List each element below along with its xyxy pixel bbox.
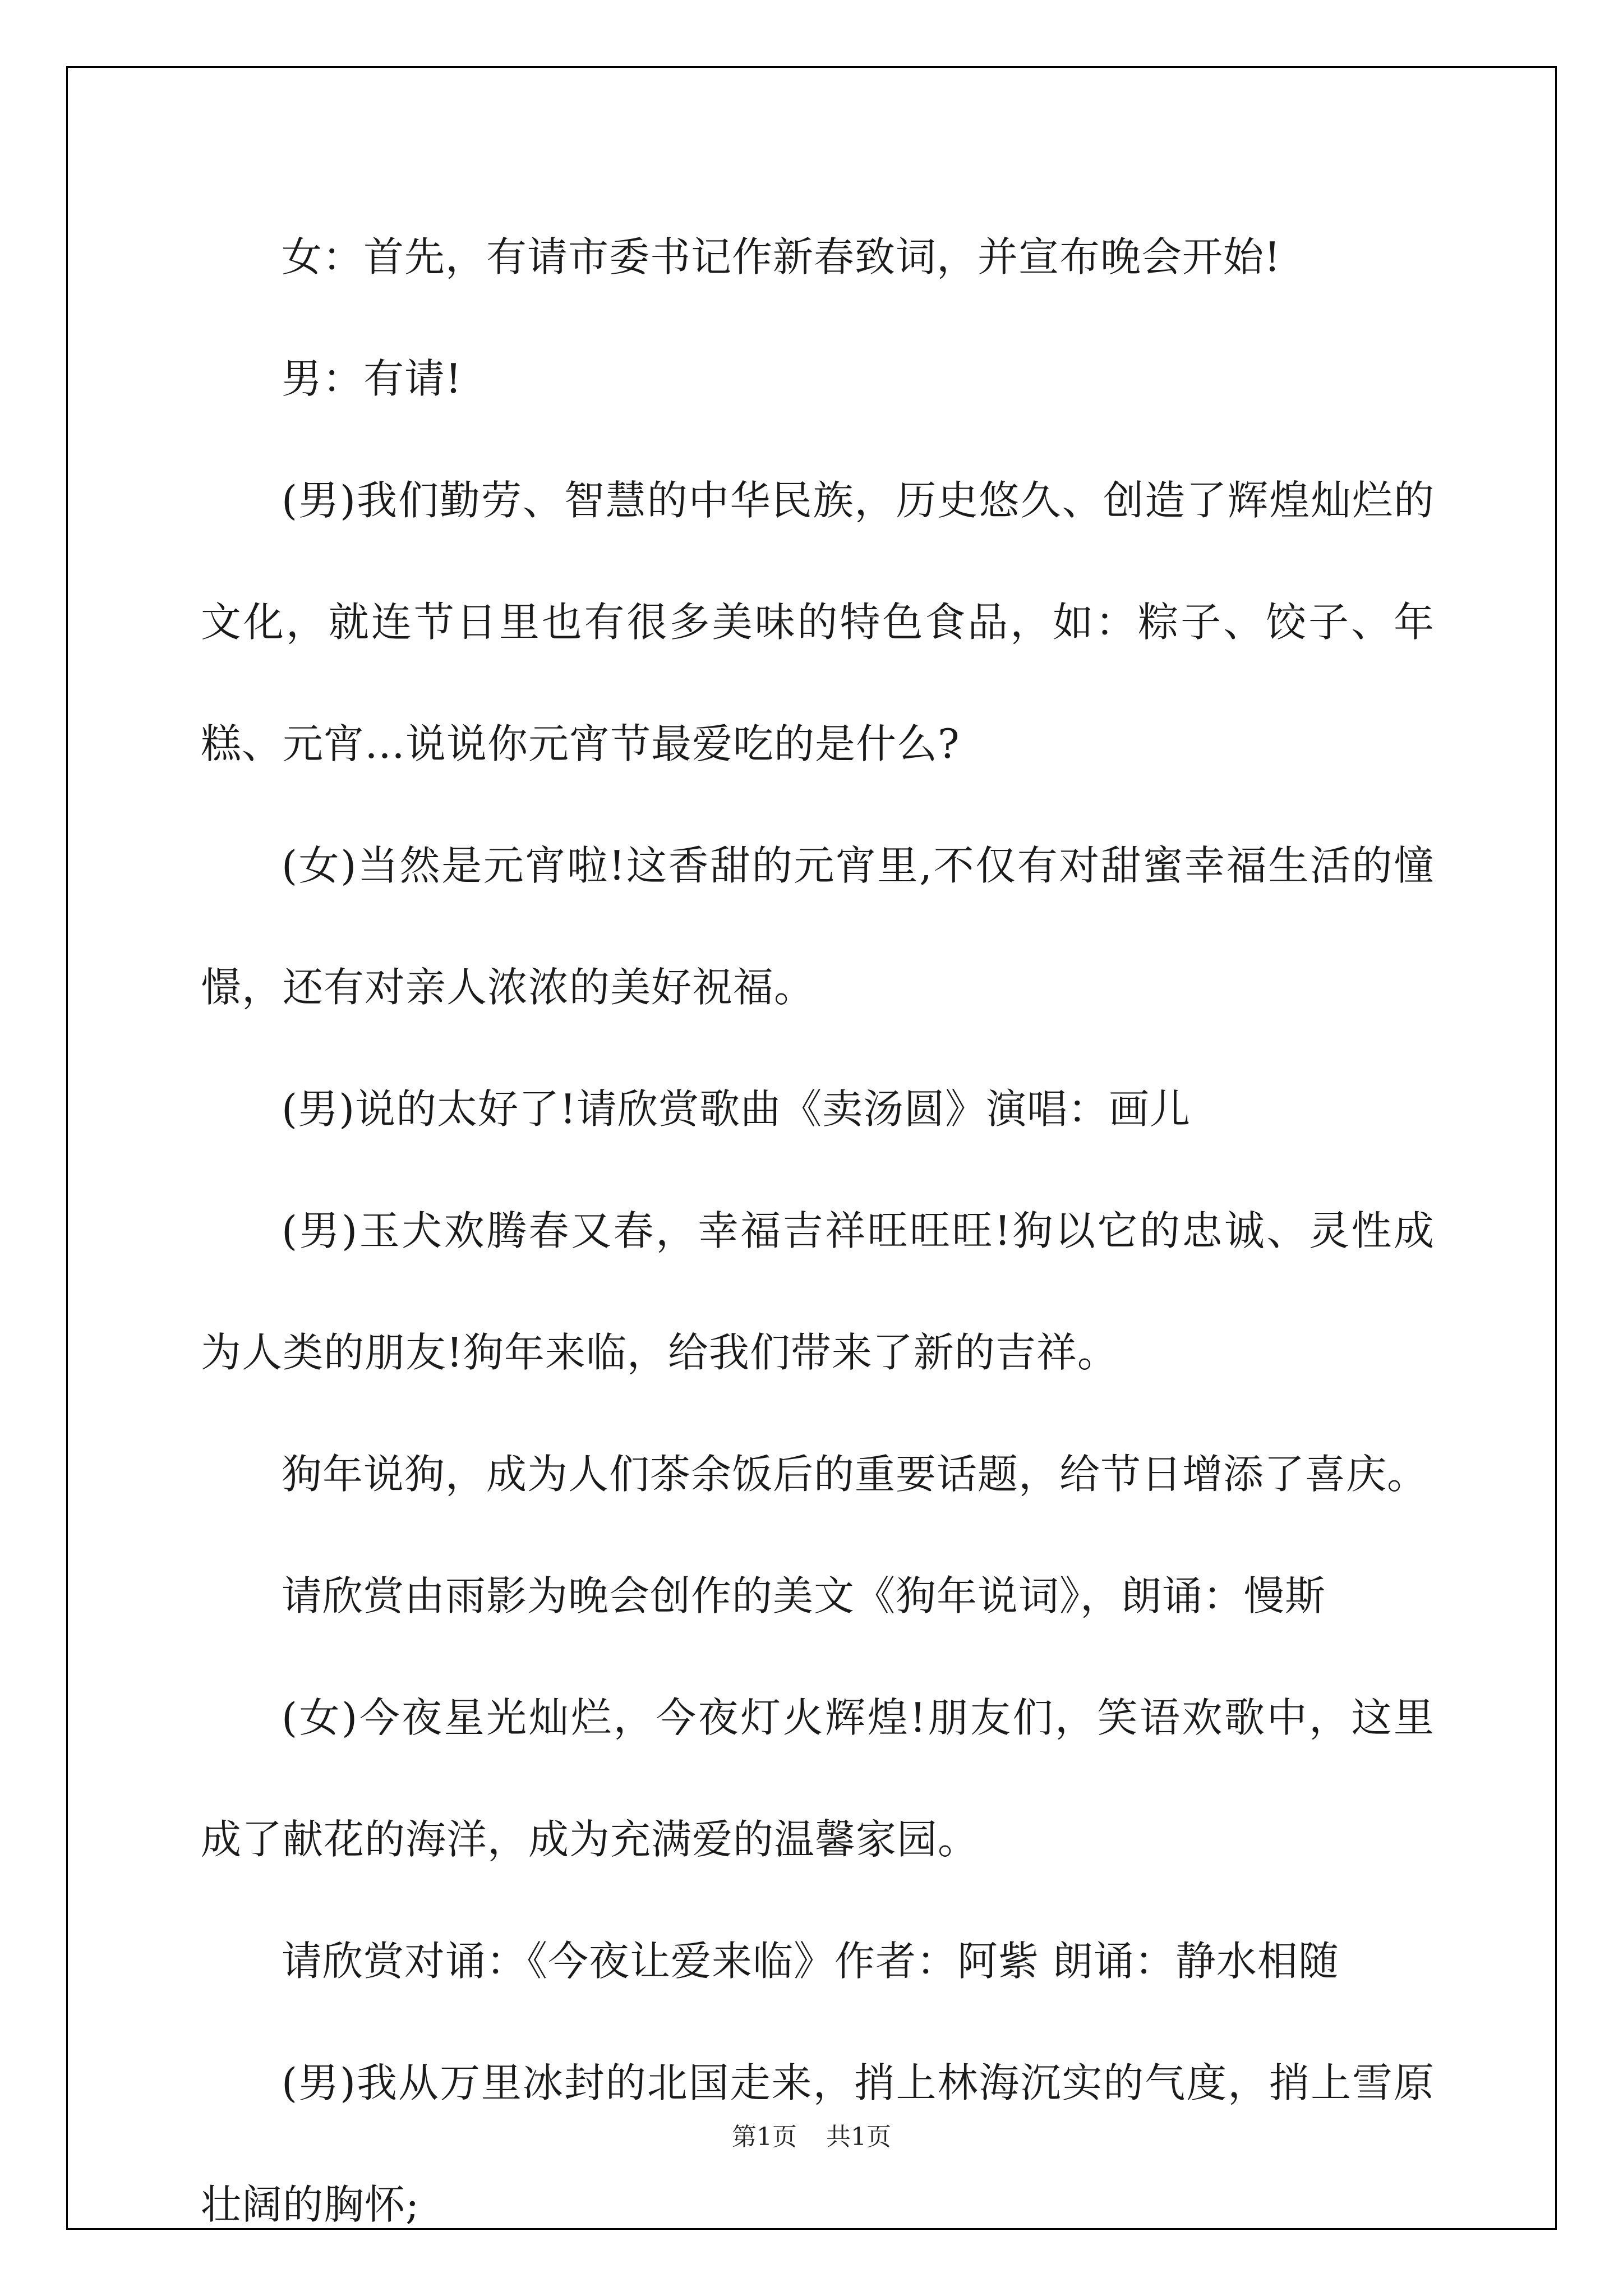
paragraph-7: 狗年说狗，成为人们茶余饭后的重要话题，给节日增添了喜庆。	[282, 1451, 1428, 1498]
page-number-current: 第1页	[732, 2123, 797, 2151]
paragraph-8: 请欣赏由雨影为晚会创作的美文《狗年说词》，朗诵：慢斯	[282, 1572, 1326, 1619]
document-body	[201, 196, 1435, 2266]
paragraph-6: (男)玉犬欢腾春又春，幸福吉祥旺旺旺!狗以它的忠诚、灵性成为人类的朋友!狗年来临，给我们带来了新的吉祥。	[201, 1207, 1435, 1376]
page-number-total: 共1页	[826, 2123, 891, 2151]
page-footer	[0, 2120, 1623, 2154]
paragraph-5: (男)说的太好了!请欣赏歌曲《卖汤圆》演唱：画儿	[282, 1085, 1191, 1133]
paragraph-2: 男：有请!	[282, 355, 462, 402]
paragraph-1: 女：首先，有请市委书记作新春致词，并宣布晚会开始!	[282, 233, 1281, 280]
paragraph-10: 请欣赏对诵：《今夜让爱来临》作者：阿紫 朗诵：静水相随	[282, 1938, 1339, 1985]
paragraph-11: (男)我从万里冰封的北国走来，捎上林海沉实的气度，捎上雪原壮阔的胸怀;	[201, 2059, 1435, 2228]
paragraph-9: (女)今夜星光灿烂，今夜灯火辉煌!朋友们，笑语欢歌中，这里成了献花的海洋，成为充满爱的温馨家园。	[201, 1694, 1435, 1863]
paragraph-4: (女)当然是元宵啦!这香甜的元宵里,不仅有对甜蜜幸福生活的憧憬，还有对亲人浓浓的美好祝福。	[201, 842, 1435, 1011]
paragraph-3: (男)我们勤劳、智慧的中华民族，历史悠久、创造了辉煌灿烂的文化，就连节日里也有很多美味的特色食品，如：粽子、饺子、年糕、元宵…说说你元宵节最爱吃的是什么?	[201, 477, 1435, 767]
